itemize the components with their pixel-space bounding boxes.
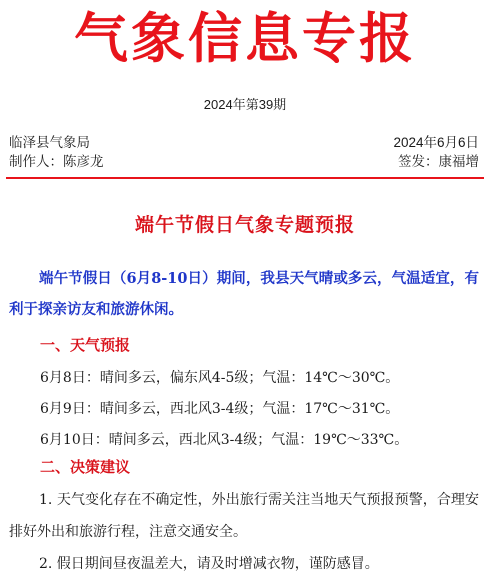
lead-paragraph: 端午节假日（6月8-10日）期间，我县天气晴或多云，气温适宜，有利于探亲访友和旅游休闲。 bbox=[9, 270, 479, 318]
document-title: 端午节假日气象专题预报 bbox=[134, 214, 355, 236]
advice-item-2: 2. 假日期间昼夜温差大，请及时增减衣物，谨防感冒。 bbox=[39, 556, 379, 572]
section-heading-forecast: 一、天气预报 bbox=[40, 336, 131, 354]
advice-item-1: 1. 天气变化存在不确定性，外出旅行需关注当地天气预报预警，合理安排好外出和旅游行程，注意交通安全。 bbox=[9, 492, 479, 540]
signer-name: 签发：康福增 bbox=[398, 154, 479, 169]
forecast-line-day2: 6月9日：晴间多云，西北风3-4级；气温：17℃～31℃。 bbox=[40, 401, 400, 417]
author-name: 制作人：陈彦龙 bbox=[9, 154, 104, 169]
meta-row-issuer bbox=[9, 134, 479, 152]
masthead-title: 气象信息专报 bbox=[74, 6, 416, 70]
forecast-line-day3: 6月10日：晴间多云，西北风3-4级；气温：19℃～33℃。 bbox=[40, 432, 409, 448]
section-heading-advice: 二、决策建议 bbox=[40, 458, 131, 476]
issuer-name: 临泽县气象局 bbox=[9, 135, 90, 150]
issue-date: 2024年6月6日 bbox=[393, 135, 479, 150]
header-divider bbox=[6, 177, 484, 179]
issue-number: 2024年第39期 bbox=[203, 97, 287, 112]
meta-row-author bbox=[9, 153, 479, 171]
forecast-line-day1: 6月8日：晴间多云，偏东风4-5级；气温：14℃～30℃。 bbox=[40, 370, 400, 386]
